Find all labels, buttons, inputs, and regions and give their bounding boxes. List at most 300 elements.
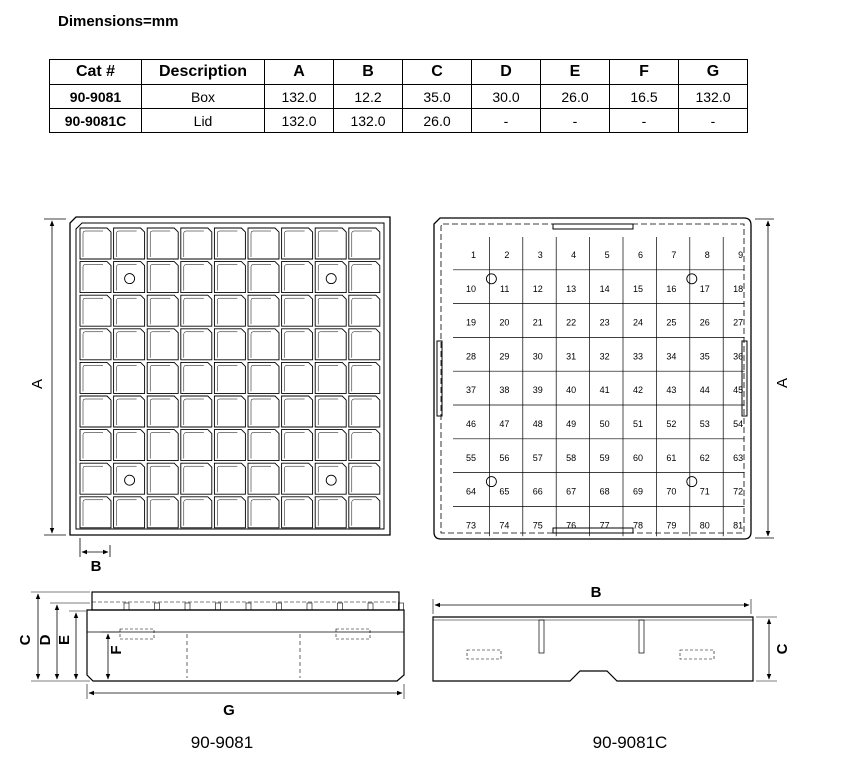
box-side-rim-notches [124,603,404,610]
box-cell-inner-corner [150,399,170,425]
lid-cell-number: 71 [699,486,710,497]
box-cell [349,262,380,293]
rim-notch [124,603,129,610]
box-cell-inner-corner [117,466,137,492]
box-cell-inner-corner [251,265,271,291]
box-cell-inner-corner [285,433,305,459]
lid-cell-number: 7 [671,250,677,260]
lid-cell-number: 41 [599,385,610,396]
box-cell [315,396,346,427]
rim-notch [185,603,190,610]
lid-cell-number: 77 [599,520,610,531]
box-side-hidden-latch [336,629,370,639]
box-cell-inner-corner [83,332,103,358]
box-cell [214,295,245,326]
box-cell-inner-corner [318,399,338,425]
box-cell-inner-corner [352,231,372,257]
cell-cat: 90-9081 [50,85,142,109]
lid-bottom-tab [553,528,633,533]
lid-cell-number: 67 [566,486,577,497]
lid-cell-number: 44 [699,385,710,396]
lid-cell-number: 50 [599,419,610,429]
lid-top-tab [553,224,633,229]
lid-cell-number: 57 [532,452,543,463]
cell-c: 26.0 [403,109,472,133]
box-cell-inner-corner [318,500,338,526]
box-cell [282,362,313,393]
box-cell-inner-corner [117,332,137,358]
rim-notch [368,603,373,610]
box-cell [114,463,145,494]
box-cell-inner-corner [184,298,204,324]
box-cell [248,228,279,259]
lid-cell-number: 35 [699,351,710,362]
lid-cell-number: 19 [465,317,476,328]
lid-cell-number: 23 [599,317,610,328]
box-cell [181,262,212,293]
box-cell-inner-corner [352,298,372,324]
lid-cell-number: 17 [699,283,710,294]
box-cell-inner-corner [83,433,103,459]
lid-cell-number: 28 [465,351,476,362]
box-cell-inner-corner [83,298,103,324]
box-cell-inner-corner [285,399,305,425]
box-caption: 90-9081 [190,733,254,752]
lid-cell-number: 20 [499,317,510,328]
lid-c-label: C [774,643,791,655]
box-cell-inner-corner [318,231,338,257]
lid-cell-number: 42 [632,385,643,396]
lid-cell-number: 58 [566,452,577,463]
box-cell-inner-corner [352,265,372,291]
lid-cell-number: 11 [500,283,510,294]
box-cell-inner-corner [184,265,204,291]
box-cell [248,430,279,461]
lid-cell-number: 61 [666,452,677,463]
lid-cell-number: 6 [637,250,643,260]
box-cell-inner-corner [83,399,103,425]
box-cell [214,228,245,259]
box-cell [181,497,212,528]
box-cell-inner-corner [217,298,237,324]
lid-cell-number: 31 [566,351,577,362]
cell-d: - [472,109,541,133]
cell-a: 132.0 [265,85,334,109]
box-cell-inner-corner [150,466,170,492]
lid-cell-number: 29 [499,351,510,362]
cell-description: Box [142,85,265,109]
lid-cell-number: 80 [699,520,710,531]
cell-f: 16.5 [610,85,679,109]
box-mounting-hole [125,475,135,485]
box-cell-inner-corner [217,500,237,526]
lid-side-hidden-slot [680,650,714,659]
box-cell-inner-corner [117,365,137,391]
lid-cell-number: 74 [499,520,510,531]
lid-cell-number: 53 [699,419,710,429]
box-cell-grid [80,228,380,528]
box-cell [80,295,111,326]
box-c-label: C [17,634,34,646]
box-cell-inner-corner [117,433,137,459]
cell-description: Lid [142,109,265,133]
box-cell-inner-corner [184,433,204,459]
box-cell [214,396,245,427]
box-cell-inner-corner [285,466,305,492]
box-cell [248,362,279,393]
box-cell [349,228,380,259]
lid-cell-number: 62 [699,452,710,463]
box-cell-inner-corner [285,500,305,526]
header-cat: Cat # [50,60,142,85]
box-cell-inner-corner [285,365,305,391]
box-cell [315,497,346,528]
cell-a: 132.0 [265,109,334,133]
lid-cell-number: 34 [666,351,677,362]
lid-cell-number: 75 [532,520,543,531]
box-cell [147,497,178,528]
lid-cell-number: 72 [733,486,744,497]
box-cell-inner-corner [150,265,170,291]
box-cell [80,262,111,293]
box-cell [282,295,313,326]
box-cell [181,329,212,360]
lid-cell-number: 45 [733,385,744,396]
lid-cell-number: 66 [532,486,543,497]
box-cell [315,262,346,293]
header-f: F [610,60,679,85]
lid-cell-number: 48 [532,419,543,429]
lid-cell-number: 52 [666,419,677,429]
box-cell-inner-corner [285,332,305,358]
box-cell [147,430,178,461]
box-cell-inner-corner [117,298,137,324]
box-cell-inner-corner [285,231,305,257]
lid-cell-number: 30 [532,351,543,362]
box-cell [349,430,380,461]
box-cell-inner-corner [285,298,305,324]
lid-cell-number: 51 [632,419,643,429]
lid-side-body [433,617,753,681]
box-cell [80,497,111,528]
box-cell [248,463,279,494]
dimensions-unit-label: Dimensions=mm [58,13,179,30]
box-cell [80,362,111,393]
lid-cell-number: 10 [465,283,476,294]
lid-cell-number: 33 [632,351,643,362]
box-side-hidden-latch [120,629,154,639]
box-cell-inner-corner [217,231,237,257]
box-cell-inner-corner [150,231,170,257]
rim-notch [246,603,251,610]
box-cell-inner-corner [251,466,271,492]
box-cell [114,497,145,528]
box-cell [114,430,145,461]
box-e-label: E [56,634,73,646]
box-cell [147,262,178,293]
header-c: C [403,60,472,85]
box-cell-inner-corner [83,231,103,257]
box-cell-inner-corner [150,298,170,324]
box-side-rim [92,592,399,610]
cell-g: - [679,109,748,133]
rim-notch [277,603,282,610]
cell-cat: 90-9081C [50,109,142,133]
lid-cell-number: 47 [499,419,510,429]
box-cell [147,329,178,360]
lid-cell-number: 39 [532,385,543,396]
box-d-label: D [37,634,54,646]
box-cell [214,262,245,293]
lid-mounting-hole [687,274,697,284]
box-cell-inner-corner [217,332,237,358]
box-cell [315,228,346,259]
lid-cell-number: 25 [666,317,677,328]
box-cell-inner-corner [318,365,338,391]
box-cell-inner-corner [318,265,338,291]
lid-cell-number: 21 [532,317,543,328]
box-cell [147,396,178,427]
lid-cell-number: 15 [632,283,643,294]
box-cell-inner-corner [117,231,137,257]
lid-caption: 90-9081C [592,733,668,752]
box-cell [181,396,212,427]
cell-g: 132.0 [679,85,748,109]
rim-notch [155,603,160,610]
lid-cell-number: 54 [733,419,744,429]
box-cell [214,497,245,528]
box-cell [214,463,245,494]
box-cell [80,463,111,494]
cell-e: 26.0 [541,85,610,109]
cell-e: - [541,109,610,133]
lid-cell-number: 27 [733,317,744,328]
box-cell [181,228,212,259]
lid-cell-number: 3 [537,250,543,260]
cell-f: - [610,109,679,133]
box-cell [282,396,313,427]
box-cell-inner-corner [352,399,372,425]
box-cell [147,463,178,494]
box-cell-inner-corner [251,298,271,324]
lid-cell-number: 59 [599,452,610,463]
box-cell [349,497,380,528]
box-g-label: G [223,702,235,719]
cell-c: 35.0 [403,85,472,109]
lid-cell-number: 2 [504,250,510,260]
box-cell [248,329,279,360]
lid-cell-number: 5 [604,250,610,260]
box-cell [80,228,111,259]
box-side-body [87,610,404,681]
box-cell [80,329,111,360]
box-cell-inner-corner [217,265,237,291]
box-cell-inner-corner [83,466,103,492]
box-cell-inner-corner [318,298,338,324]
lid-cell-number: 60 [632,452,643,463]
header-g: G [679,60,748,85]
lid-cell-number: 73 [465,520,476,531]
box-cell [214,362,245,393]
lid-cell-number: 49 [566,419,577,429]
box-cell-inner-corner [217,399,237,425]
box-cell [80,396,111,427]
rim-notch [216,603,221,610]
box-cell [80,430,111,461]
lid-cell-number: 36 [733,351,744,362]
lid-side-rib [639,620,644,653]
box-cell [181,430,212,461]
lid-cell-number: 14 [599,283,610,294]
box-cell [114,362,145,393]
lid-mounting-hole [486,274,496,284]
lid-cell-number: 32 [599,351,610,362]
box-cell-inner-corner [217,365,237,391]
header-d: D [472,60,541,85]
box-cell-inner-corner [184,399,204,425]
lid-cell-number: 81 [733,520,744,531]
box-cell-inner-corner [352,332,372,358]
box-cell [315,463,346,494]
box-cell-inner-corner [184,365,204,391]
box-cell-inner-corner [318,466,338,492]
lid-cell-number: 68 [599,486,610,497]
box-cell-inner-corner [352,500,372,526]
box-cell-inner-corner [217,466,237,492]
header-b: B [334,60,403,85]
lid-cell-number: 26 [699,317,710,328]
box-cell [248,262,279,293]
box-cell-inner-corner [150,332,170,358]
lid-cell-number: 37 [465,385,476,396]
lid-cell-number: 38 [499,385,510,396]
box-cell-inner-corner [251,231,271,257]
lid-side-view [433,584,791,752]
box-cell-inner-corner [251,332,271,358]
box-cell [114,396,145,427]
box-cell [248,497,279,528]
box-side-view [17,592,404,752]
box-cell [349,396,380,427]
box-cell [349,329,380,360]
box-cell [248,295,279,326]
box-cell [282,497,313,528]
lid-mounting-hole [486,477,496,487]
box-mounting-hole [326,475,336,485]
lid-cell-number: 22 [566,317,577,328]
box-cell-inner-corner [251,365,271,391]
box-cell-inner-corner [117,399,137,425]
box-inner-outline [76,223,384,529]
box-cell-inner-corner [184,466,204,492]
lid-cell-number: 69 [632,486,643,497]
lid-cell-number: 16 [666,283,677,294]
box-cell [214,329,245,360]
box-cell [114,329,145,360]
box-cell [315,430,346,461]
lid-cell-number: 18 [733,283,744,294]
box-cell-inner-corner [184,332,204,358]
box-cell-inner-corner [352,365,372,391]
lid-cell-number: 76 [566,520,577,531]
cell-d: 30.0 [472,85,541,109]
lid-cell-number: 56 [499,452,510,463]
lid-cell-number: 65 [499,486,510,497]
box-cell [349,362,380,393]
box-cell-inner-corner [251,433,271,459]
box-cell [315,329,346,360]
header-a: A [265,60,334,85]
lid-side-rib [539,620,544,653]
header-e: E [541,60,610,85]
lid-cell-grid [453,237,745,536]
box-cell [282,430,313,461]
lid-cell-number: 8 [704,250,710,260]
box-top-view [29,217,390,575]
lid-cell-number: 13 [566,283,577,294]
box-cell [181,295,212,326]
box-cell [315,295,346,326]
lid-cell-number: 12 [532,283,543,294]
box-cell-inner-corner [251,500,271,526]
lid-cell-number: 1 [470,250,476,260]
box-cell-inner-corner [352,466,372,492]
lid-inner-dashed-outline [441,224,744,533]
box-b-label: B [90,558,102,575]
cell-b: 12.2 [334,85,403,109]
header-description: Description [142,60,265,85]
box-cell-inner-corner [150,433,170,459]
box-cell-inner-corner [150,500,170,526]
lid-cell-number: 46 [465,419,476,429]
lid-b-label: B [590,584,602,601]
lid-cell-number: 40 [566,385,577,396]
box-cell [181,362,212,393]
box-cell [214,430,245,461]
box-cell [114,228,145,259]
box-cell [114,295,145,326]
box-cell-inner-corner [251,399,271,425]
lid-a-label: A [774,377,791,389]
box-cell [147,295,178,326]
lid-side-hidden-slot [467,650,501,659]
box-cell [349,463,380,494]
box-a-label: A [29,378,46,390]
box-f-label: F [108,645,125,655]
lid-cell-number: 79 [666,520,677,531]
lid-cell-number: 63 [733,452,744,463]
box-cell-inner-corner [352,433,372,459]
box-mounting-hole [326,274,336,284]
box-cell [282,329,313,360]
box-cell-inner-corner [318,433,338,459]
lid-cell-number: 70 [666,486,677,497]
box-cell-inner-corner [318,332,338,358]
lid-cell-number: 64 [465,486,476,497]
rim-notch [338,603,343,610]
box-cell-inner-corner [117,500,137,526]
box-cell [282,463,313,494]
box-cell-inner-corner [184,231,204,257]
box-cell [248,396,279,427]
box-cell [181,463,212,494]
lid-cell-number: 9 [738,250,744,260]
box-cell [114,262,145,293]
box-cell [349,295,380,326]
rim-notch [307,603,312,610]
box-cell [147,228,178,259]
box-cell-inner-corner [83,265,103,291]
